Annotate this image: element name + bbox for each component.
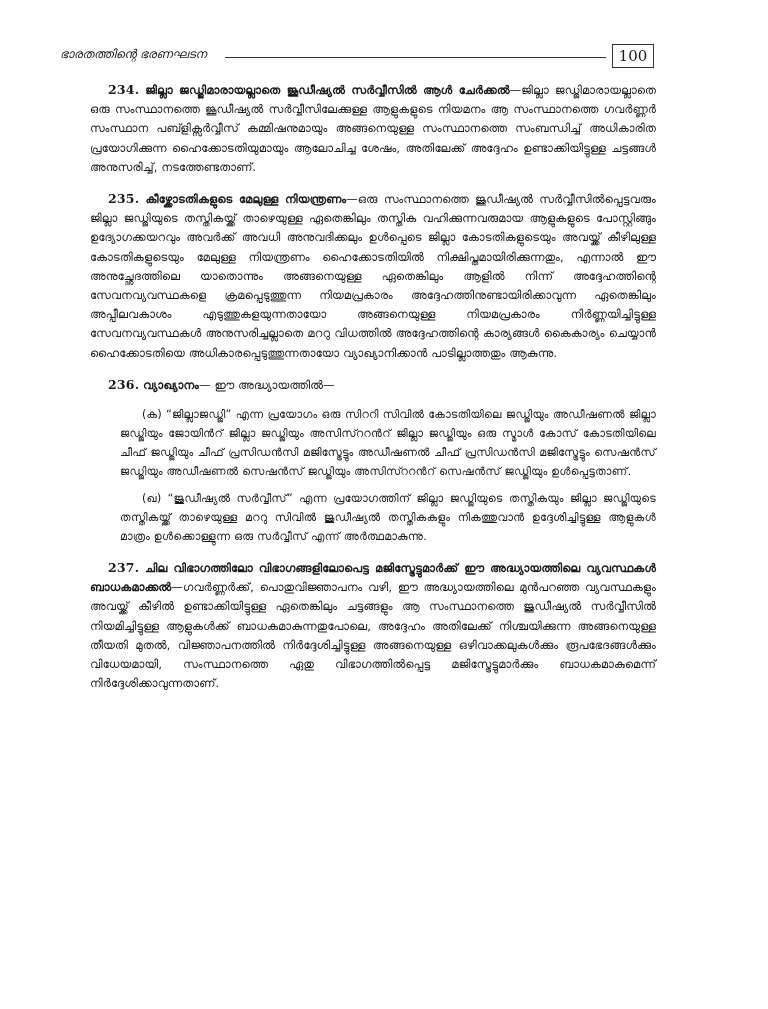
section-heading: ജില്ലാ ജഡ്ജിമാരായല്ലാതെ ജൂഡീഷ്യൽ സർവ്വീസിൽ ആൾ ചേർക്കൽ — [145, 83, 510, 97]
section-text: —ഒരു സംസ്ഥാനത്തെ ജുഡീഷ്യൽ സർവ്വീസിൽപ്പെട്ടവരും ജില്ലാ ജഡ്ജിയുടെ തസ്തികയ്ക്ക് താഴെയുള്ള ഏതെങ്കിലും തസ്തിക വഹിക്കുന്നവരുമായ ആളുകളുടെ പോസ്റ്റിങ്ങും ഉദ്യോഗക്കയറവും അവർക്ക് അവധി അനുവദിക്കലും ഉൾപ്പെടെ ജില്ലാ കോടതികളുടെയും അവയ്ക്ക് കീഴിലുള്ള കോടതികളുടെയും മേലുള്ള നിയന്ത്രണം ഹൈക്കോടതിയിൽ നിക്ഷിപ്തമായിരിക്കുന്നതും, എന്നാൽ ഈ അനുച്ഛേദത്തിലെ യാതൊന്നും അങ്ങനെയുള്ള ഏതെങ്കിലും ആളിൽ നിന്ന് അദ്ദേഹത്തിന്റെ സേവനവ്യവസ്ഥകളെ ക്രമപ്പെടുത്തുന്ന നിയമപ്രകാരം അദ്ദേഹത്തിനുണ്ടായിരിക്കാവുന്ന ഏതെങ്കിലും അപ്പീലവകാശം എടുത്തുകളയുന്നതായോ അങ്ങനെയുള്ള നിയമപ്രകാരം നിർണ്ണയിച്ചിട്ടുള്ള സേവനവ്യവസ്ഥകൾ അനുസരിച്ചല്ലാതെ മററു വിധത്തിൽ അദ്ദേഹത്തിന്റെ കാര്യങ്ങൾ കൈകാര്യം ചെയ്യാൻ ഹൈക്കോടതിയെ അധികാരപ്പെടുത്തുന്നതായോ വ്യാഖ്യാനിക്കാൻ പാടില്ലാത്തതും ആകുന്നു. — [90, 192, 656, 360]
clause-ka — [90, 405, 656, 481]
section-236 — [90, 375, 656, 546]
section-text: —ജില്ലാ ജഡ്ജിമാരായല്ലാതെ ഒരു സംസ്ഥാനത്തെ ജൂഡീഷ്യൽ സർവ്വീസിലേക്കുള്ള ആളുകളുടെ നിയമനം ആ സംസ്ഥാനത്തെ ഗവർണ്ണർ സംസ്ഥാന പബ്ളിക്സർവ്വീസ് കമ്മിഷനുമായും അങ്ങനെയുള്ള സംസ്ഥാനത്തെ സംബന്ധിച്ച് അധികാരിത പ്രയോഗിക്കുന്ന ഹൈക്കോടതിയുമായും ആലോചിച്ച ശേഷം, അതിലേക്ക് അദ്ദേഹം ഉണ്ടാക്കിയിട്ടുള്ള ചട്ടങ്ങൾ അനുസരിച്ച്, നടത്തേണ്ടതാണ്. — [90, 83, 656, 174]
section-heading: ചില വിഭാഗത്തിലോ വിഭാഗങ്ങളിലോപെട്ട മജിസ്ട്രേട്ടുമാർക്ക് ഈ അദ്ധ്യായത്തിലെ വ്യവസ്ഥകൾ ബാധകമാക്കൽ — [90, 561, 657, 595]
page-body — [90, 80, 656, 705]
running-title: ഭാരതത്തിന്റെ ഭരണഘടന — [60, 47, 207, 61]
section-paragraph — [90, 375, 656, 395]
section-235 — [90, 189, 656, 363]
section-number: 236. — [108, 376, 140, 392]
section-234 — [90, 80, 656, 177]
section-paragraph — [90, 558, 656, 693]
section-heading: കീഴ്ക്കോടതികളുടെ മേലുള്ള നിയന്ത്രണം — [145, 192, 347, 207]
section-237 — [90, 558, 656, 693]
section-text: — ഈ അദ്ധ്യായത്തിൽ— — [199, 377, 335, 392]
section-number: 235. — [108, 191, 140, 207]
section-number: 234. — [108, 82, 140, 97]
section-number: 237. — [108, 560, 140, 576]
clause-kha — [90, 489, 656, 546]
section-paragraph — [90, 80, 656, 177]
clause-text: (ക) “ജില്ലാജഡ്ജി” എന്ന പ്രയോഗം ഒരു സിററി സിവിൽ കോടതിയിലെ ജഡ്ജിയും അഡീഷണൽ ജില്ലാ ജഡ്ജിയും ജോയിൻറ് ജില്ലാ ജഡ്ജിയും അസിസ്ററൻറ് ജില്ലാ ജഡ്ജിയും ഒരു സ്മാൾ കോസ് കോടതിയിലെ ചീഫ് ജഡ്ജിയും ചീഫ് പ്രസിഡൻസി മജിസ്ട്രേട്ടും അഡീഷണൽ ചീഫ് പ്രസിഡൻസി മജിസ്ട്രേട്ടും സെഷൻസ് ജഡ്ജിയും അഡീഷണൽ സെഷൻസ് ജഡ്ജിയും അസിസ്ററൻറ് സെഷൻസ് ജഡ്ജിയും ഉൾപ്പെട്ടതാണ്. — [120, 408, 656, 479]
page-header — [60, 44, 656, 70]
section-paragraph — [90, 189, 656, 363]
section-text: —ഗവർണ്ണർക്ക്, പൊതുവിജ്ഞാപനം വഴി, ഈ അദ്ധ്യായത്തിലെ മുൻപറഞ്ഞ വ്യവസ്ഥകളും അവയ്ക്ക് കീഴിൽ ഉണ്ടാക്കിയിട്ടുള്ള ഏതെങ്കിലും ചട്ടങ്ങളും ആ സംസ്ഥാനത്തെ ജുഡീഷ്യൽ സർവ്വീസിൽ നിയമിച്ചിട്ടുള്ള ആളുകൾക്ക് ബാധകമാകുന്നതുപോലെ, അദ്ദേഹം അതിലേക്ക് നിശ്ചയിക്കുന്ന അങ്ങനെയുള്ള തീയതി മുതൽ, വിജ്ഞാപനത്തിൽ നിർദ്ദേശിച്ചിട്ടുള്ള അങ്ങനെയുള്ള ഒഴിവാക്കലുകൾക്കും രൂപഭേദങ്ങൾക്കും വിധേയമായി, സംസ്ഥാനത്തെ ഏതു വിഭാഗത്തിൽപ്പെട്ട മജിസ്ട്രേട്ടുമാർക്കും ബാധകമാകുമെന്ന് നിർദ്ദേശിക്കാവുന്നതാണ്. — [90, 580, 656, 691]
clause-text: (ഖ) “ജുഡീഷ്യൽ സർവ്വീസ്” എന്ന പ്രയോഗത്തിന് ജില്ലാ ജഡ്ജിയുടെ തസ്തികയും ജില്ലാ ജഡ്ജിയുടെ തസ്തികയ്ക്ക് താഴെയുള്ള മററു സിവിൽ ജുഡീഷ്യൽ തസ്തികകളും നികത്തുവാൻ ഉദ്ദേശിച്ചിട്ടുള്ള ആളുകൾ മാത്രം ഉൾക്കൊള്ളുന്ന ഒരു സർവ്വീസ് എന്ന് അർത്ഥമാകുന്നു. — [120, 492, 656, 544]
section-heading: വ്യാഖ്യാനം — [143, 377, 200, 392]
page-number: 100 — [612, 44, 654, 68]
header-rule — [225, 57, 606, 58]
